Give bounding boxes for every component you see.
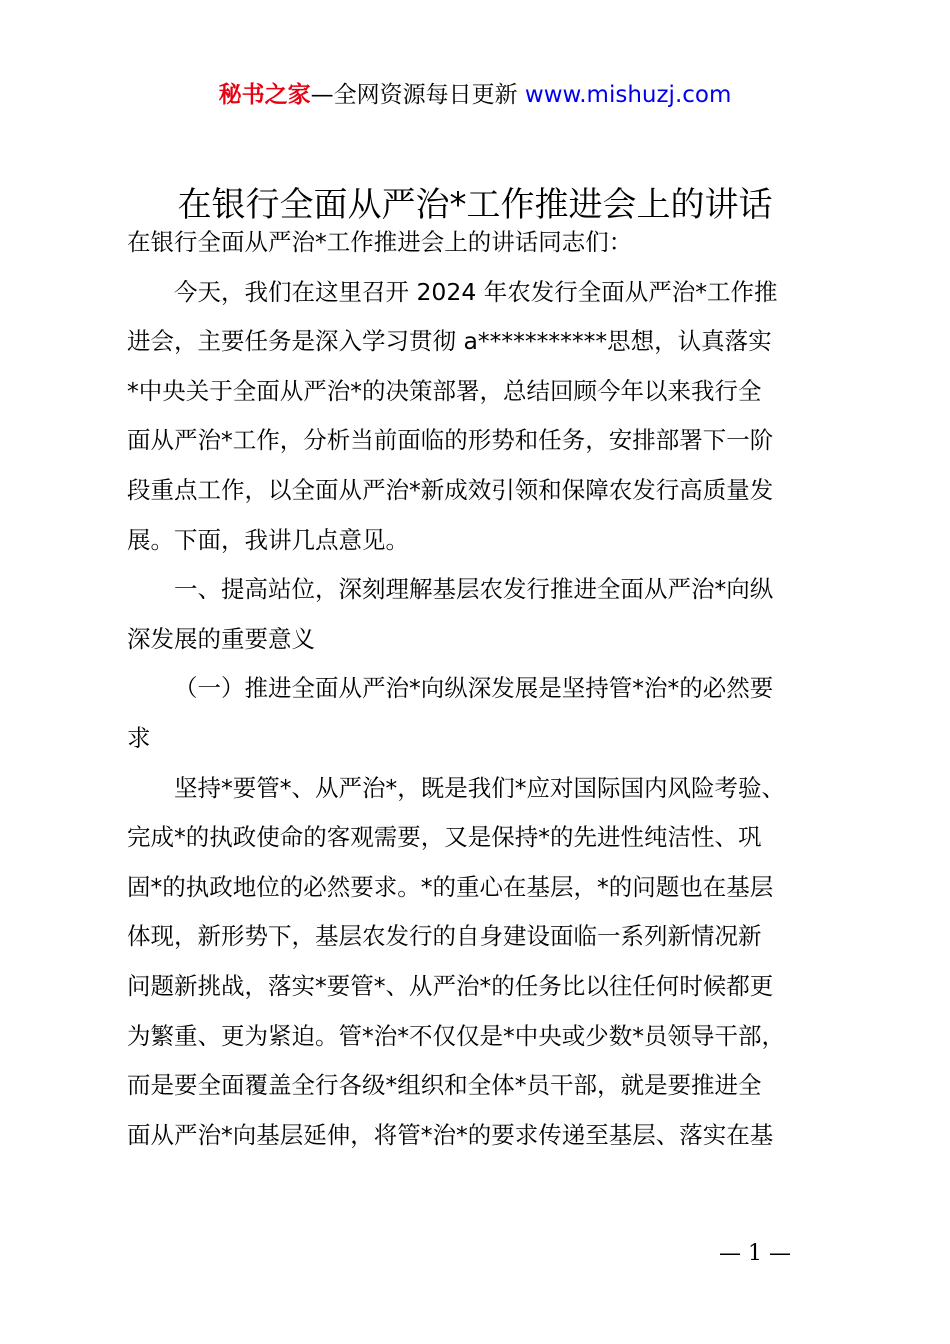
text-line: 问题新挑战，落实*要管*、从严治*的任务比以往任何时候都更 [127, 971, 774, 1000]
website-link[interactable]: www.mishuzj.com [524, 82, 732, 108]
subsection-heading-1 [127, 664, 837, 763]
text-line: 求 [127, 723, 151, 752]
text-line: 为繁重、更为紧迫。管*治*不仅仅是*中央或少数*员领导干部， [127, 1021, 785, 1050]
paragraph-intro [127, 268, 837, 566]
text-line: 而是要全面覆盖全行各级*组织和全体*员干部，就是要推进全 [127, 1071, 762, 1100]
header-tagline: —全网资源每日更新 [310, 82, 525, 108]
text-line: 体现，新形势下，基层农发行的自身建设面临一系列新情况新 [127, 922, 762, 951]
text-line: 面从严治*工作，分析当前面临的形势和任务，安排部署下一阶 [127, 426, 774, 455]
text-line: 完成*的执政使命的客观需要，又是保持*的先进性纯洁性、巩 [127, 823, 762, 852]
text-line: 深发展的重要意义 [127, 624, 315, 653]
document-title: 在银行全面从严治*工作推进会上的讲话 [177, 185, 773, 225]
document-body [127, 208, 837, 1160]
page-number: — 1 — [719, 1241, 791, 1266]
paragraph-body [127, 764, 837, 1161]
text-line: 面从严治*向基层延伸，将管*治*的要求传递至基层、落实在基 [127, 1120, 774, 1149]
text-line: *中央关于全面从严治*的决策部署，总结回顾今年以来我行全 [127, 376, 762, 405]
text-line: 一、提高站位，深刻理解基层农发行推进全面从严治*向纵 [174, 575, 774, 604]
section-heading-1 [127, 565, 837, 664]
text-line: 进会，主要任务是深入学习贯彻 a***********思想，认真落实 [127, 327, 772, 356]
text-line: 坚持*要管*、从严治*，既是我们*应对国际国内风险考验、 [174, 773, 785, 802]
text-line: （一）推进全面从严治*向纵深发展是坚持管*治*的必然要 [174, 674, 774, 703]
text-line: 段重点工作，以全面从严治*新成效引领和保障农发行高质量发 [127, 475, 774, 504]
page-header [0, 78, 950, 112]
salutation: 在银行全面从严治*工作推进会上的讲话同志们： [127, 228, 633, 256]
text-line: 固*的执政地位的必然要求。*的重心在基层，*的问题也在基层 [127, 872, 774, 901]
text-line: 展。下面，我讲几点意见。 [127, 525, 409, 554]
text-line: 今天，我们在这里召开 2024 年农发行全面从严治*工作推 [174, 277, 778, 306]
brand-name: 秘书之家 [218, 82, 311, 108]
